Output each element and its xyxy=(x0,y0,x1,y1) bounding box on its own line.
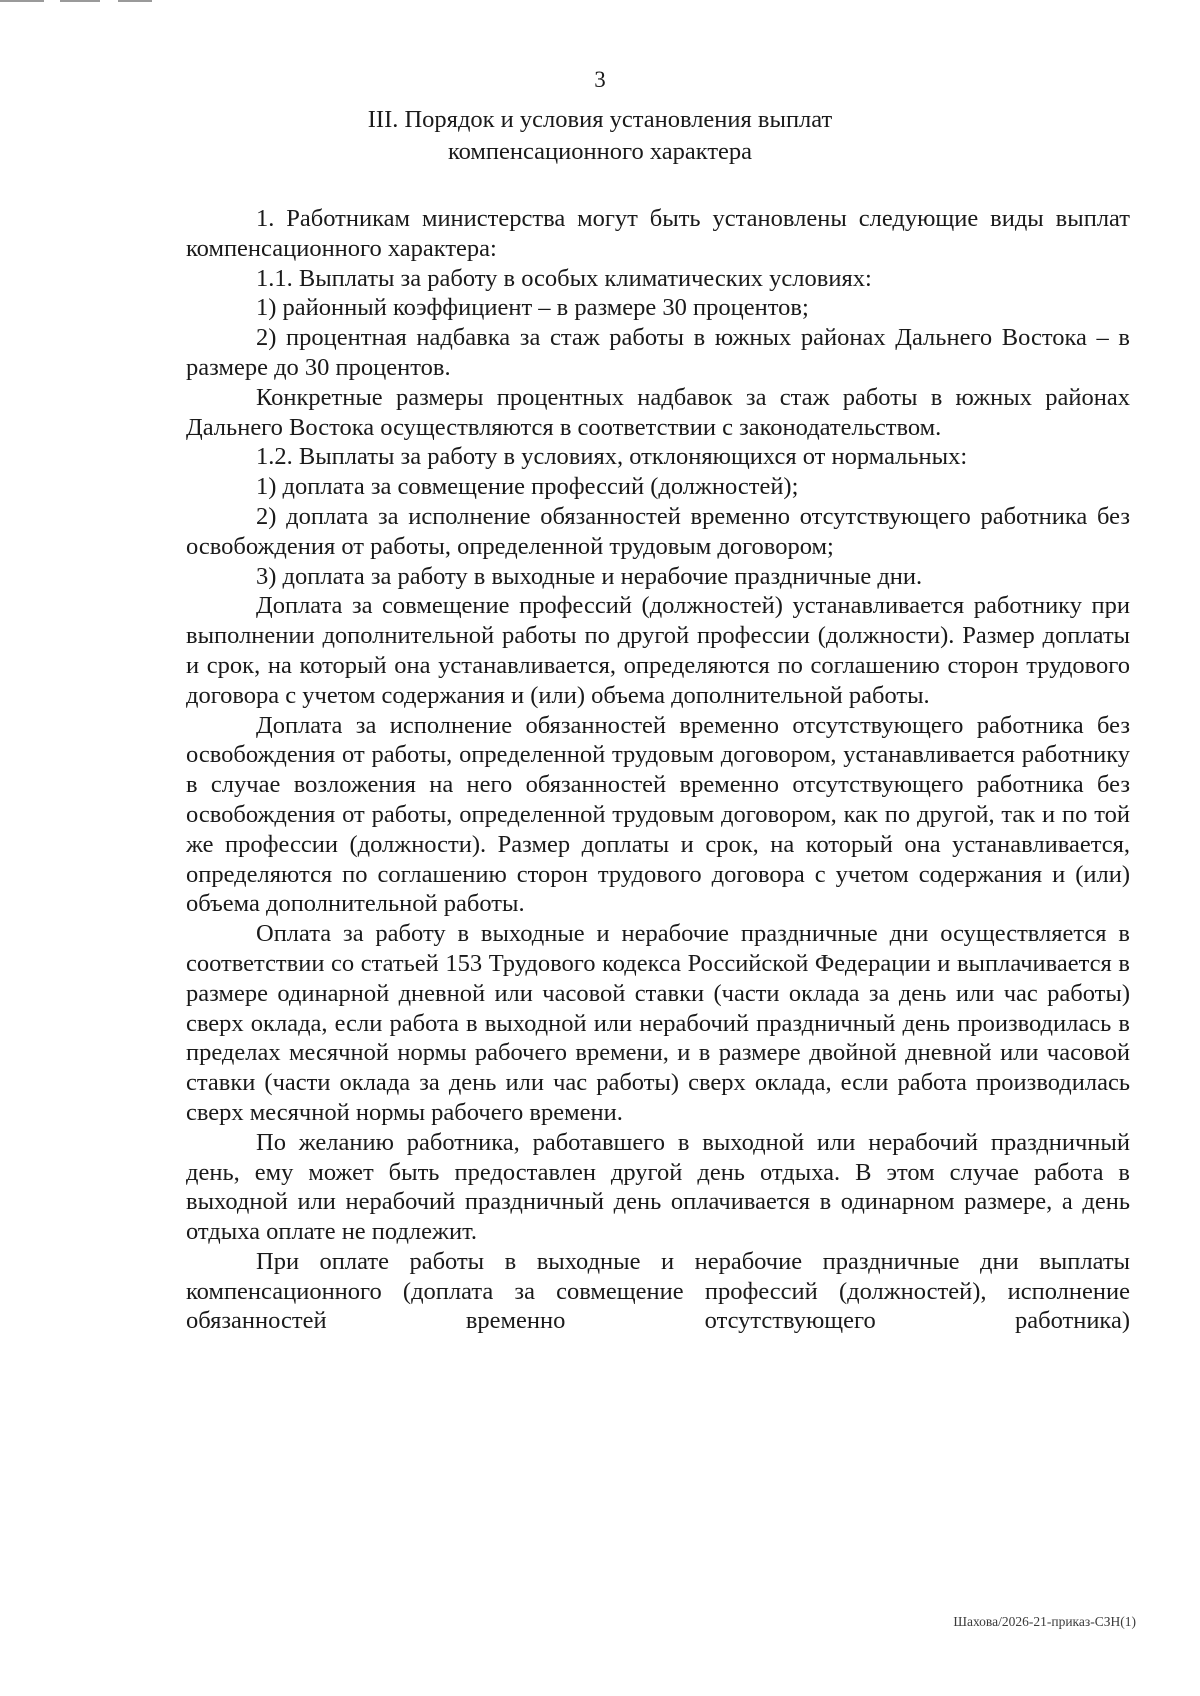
section-title-line-2: компенсационного характера xyxy=(447,138,753,165)
paragraph: Оплата за работу в выходные и нерабочие праздничные дни осуществляется в соответствии со статьей 153 Трудового кодекса Российской Федерации и выплачивается в размере одинарной дневной или часовой ставки (части оклада за день или час работы) сверх оклада, если работа в выходной или нерабочий праздничный день производилась в пределах месячной нормы рабочего времени, и в размере двойной дневной или часовой ставки (части оклада за день или час работы) сверх оклада, если работа производилась сверх месячной нормы рабочего времени. xyxy=(186,920,1130,1126)
paragraph: Доплата за исполнение обязанностей временно отсутствующего работника без освобождения от работы, определенной трудовым договором, устанавливается работнику в случае возложения на него обязанностей временно отсутствующего работника без освобождения от работы, определенной трудовым договором, как по другой, так и по той же профессии (должности). Размер доплаты и срок, на который она устанавливается, определяются по соглашению сторон трудового договора с учетом содержания и (или) объема дополнительной работы. xyxy=(186,711,1130,918)
paragraph: При оплате работы в выходные и нерабочие праздничные дни выплаты компенсационного (доплата за совмещение профессий (должностей), исполнение обязанностей временно отсутствующего работника) xyxy=(186,1247,1130,1335)
paragraph: 1.1. Выплаты за работу в особых климатических условиях: xyxy=(256,264,872,292)
paragraph: По желанию работника, работавшего в выходной или нерабочий праздничный день, ему может быть предоставлен другой день отдыха. В этом случае работа в выходной или нерабочий праздничный день оплачивается в одинарном размере, а день отдыха оплате не подлежит. xyxy=(186,1128,1130,1246)
document-body xyxy=(186,204,1130,1336)
paragraph: 1) доплата за совмещение профессий (должностей); xyxy=(256,473,799,501)
paragraph: 2) доплата за исполнение обязанностей временно отсутствующего работника без освобождения от работы, определенной трудовым договором; xyxy=(186,502,1130,560)
paragraph: 1.2. Выплаты за работу в условиях, отклоняющихся от нормальных: xyxy=(256,443,968,471)
section-title xyxy=(0,104,1200,168)
paragraph: 2) процентная надбавка за стаж работы в южных районах Дальнего Востока – в размере до 30 процентов. xyxy=(186,324,1130,381)
paragraph: 1. Работникам министерства могут быть установлены следующие виды выплат компенсационного характера: xyxy=(186,205,1130,262)
paragraph: 3) доплата за работу в выходные и нерабочие праздничные дни. xyxy=(256,562,923,590)
scan-edge-marks xyxy=(0,0,200,4)
paragraph: 1) районный коэффициент – в размере 30 процентов; xyxy=(256,294,809,322)
section-title-line-1: III. Порядок и условия установления выплат xyxy=(367,106,833,133)
page-number: 3 xyxy=(594,67,606,92)
document-footer-code: Шахова/2026-21-приказ-СЗН(1) xyxy=(953,1614,1136,1629)
paragraph: Доплата за совмещение профессий (должностей) устанавливается работнику при выполнении дополнительной работы по другой профессии (должности). Размер доплаты и срок, на который она устанавливается, определяются по соглашению сторон трудового договора с учетом содержания и (или) объема дополнительной работы. xyxy=(186,592,1130,709)
paragraph: Конкретные размеры процентных надбавок за стаж работы в южных районах Дальнего Востока осуществляются в соответствии с законодательством. xyxy=(186,383,1130,441)
